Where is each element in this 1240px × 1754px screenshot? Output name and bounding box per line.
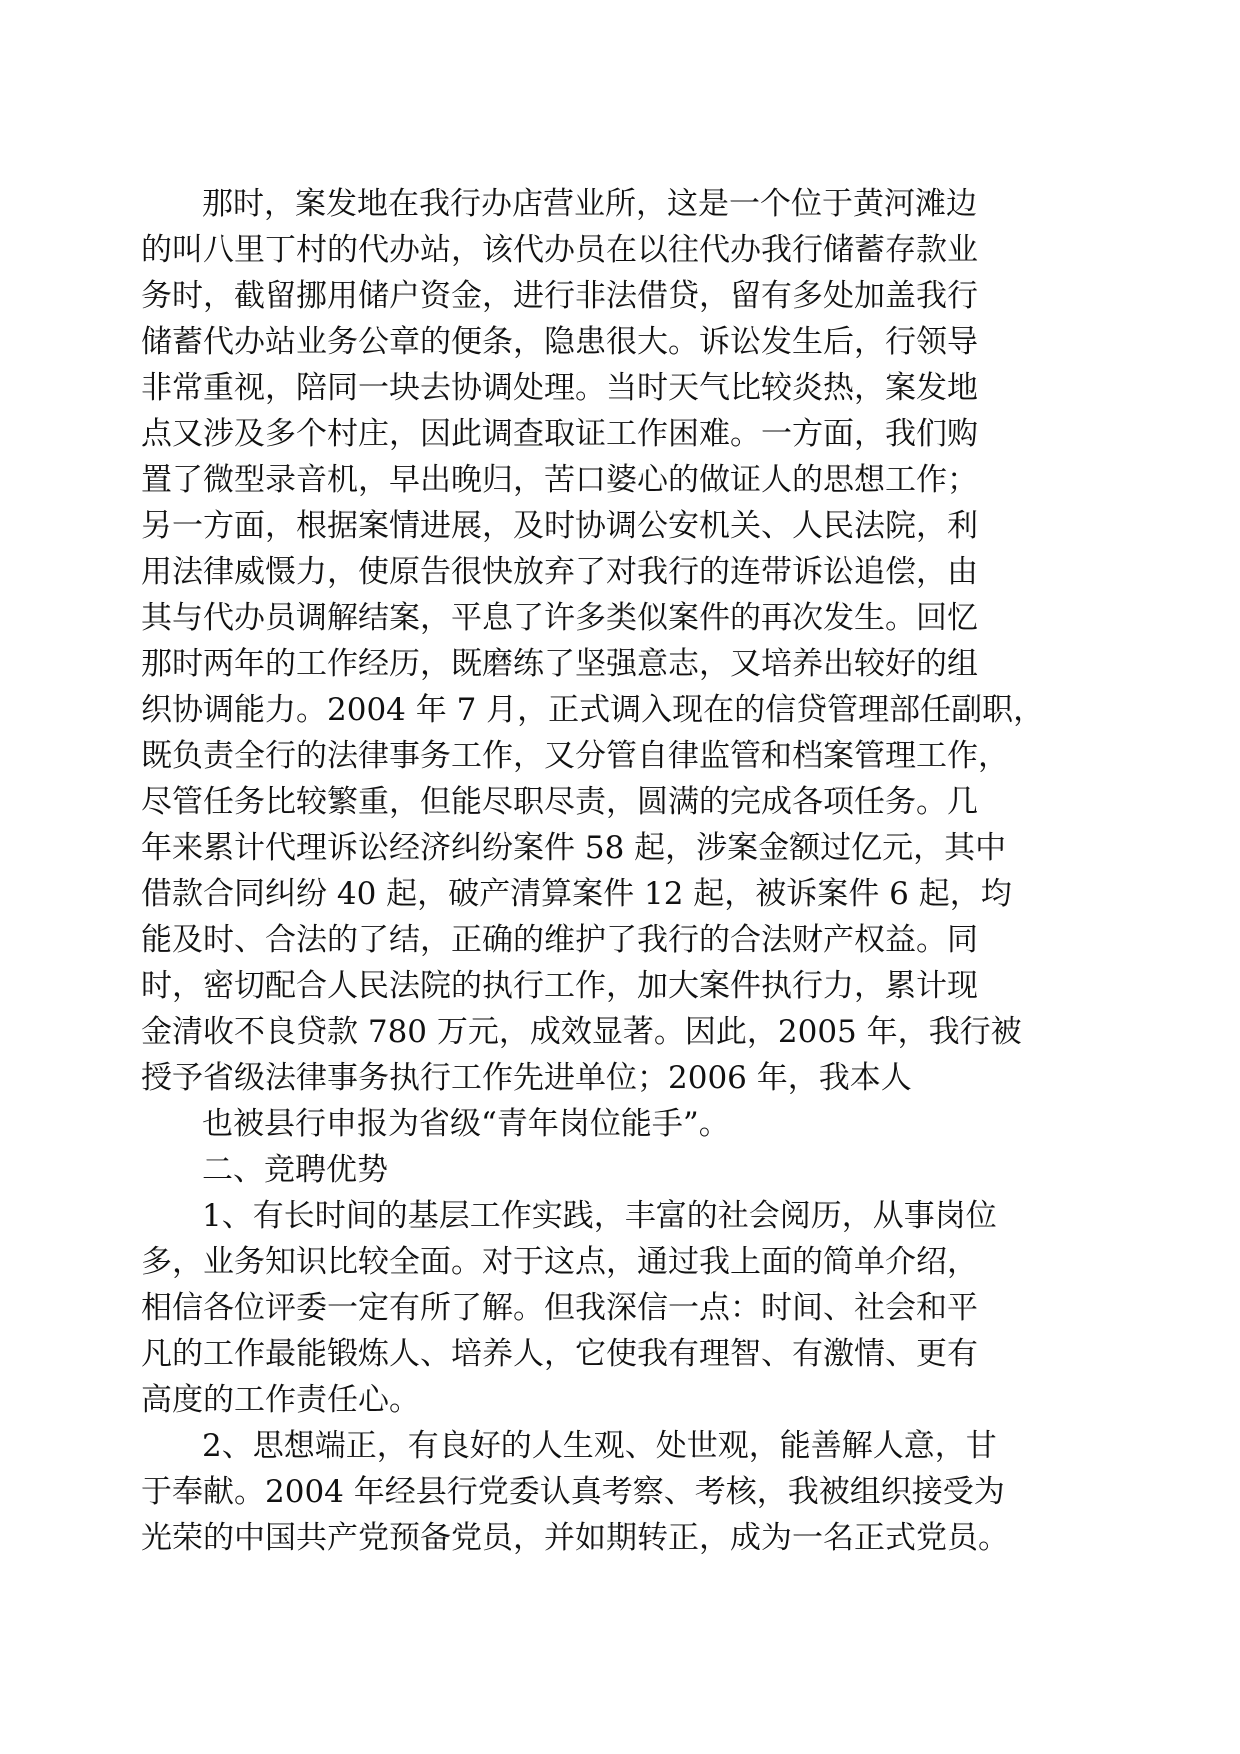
paragraph-line: 另一方面，根据案情进展，及时协调公安机关、人民法院，利	[141, 508, 978, 544]
paragraph-line: 借款合同纠纷 40 起，破产清算案件 12 起，被诉案件 6 起，均	[141, 876, 1012, 912]
paragraph-line: 其与代办员调解结案，平息了许多类似案件的再次发生。回忆	[141, 600, 978, 636]
section-heading: 二、竞聘优势	[202, 1152, 388, 1188]
paragraph-line: 相信各位评委一定有所了解。但我深信一点：时间、社会和平	[141, 1290, 978, 1326]
paragraph-line: 于奉献。2004 年经县行党委认真考察、考核，我被组织接受为	[141, 1474, 1005, 1510]
paragraph-line: 的叫八里丁村的代办站，该代办员在以往代办我行储蓄存款业	[141, 232, 978, 268]
paragraph-line: 织协调能力。2004 年 7 月，正式调入现在的信贷管理部任副职，	[141, 692, 1045, 728]
paragraph-line: 光荣的中国共产党预备党员，并如期转正，成为一名正式党员。	[141, 1520, 1009, 1556]
paragraph-line: 时，密切配合人民法院的执行工作，加大案件执行力，累计现	[141, 968, 978, 1004]
paragraph-line: 那时，案发地在我行办店营业所，这是一个位于黄河滩边	[202, 186, 977, 222]
paragraph-line: 金清收不良贷款 780 万元，成效显著。因此，2005 年，我行被	[141, 1014, 1022, 1050]
paragraph-line: 务时，截留挪用储户资金，进行非法借贷，留有多处加盖我行	[141, 278, 978, 314]
paragraph-line: 凡的工作最能锻炼人、培养人，它使我有理智、有激情、更有	[141, 1336, 978, 1372]
paragraph-line: 非常重视，陪同一块去协调处理。当时天气比较炎热，案发地	[141, 370, 978, 406]
paragraph-line: 储蓄代办站业务公章的便条，隐患很大。诉讼发生后，行领导	[141, 324, 978, 360]
paragraph-line: 置了微型录音机，早出晚归，苦口婆心的做证人的思想工作；	[141, 462, 978, 498]
paragraph-line: 多，业务知识比较全面。对于这点，通过我上面的简单介绍，	[141, 1244, 978, 1280]
paragraph-line: 1、有长时间的基层工作实践，丰富的社会阅历，从事岗位	[202, 1198, 997, 1234]
paragraph-line: 既负责全行的法律事务工作，又分管自律监管和档案管理工作，	[141, 738, 1009, 774]
paragraph-line: 用法律威慑力，使原告很快放弃了对我行的连带诉讼追偿，由	[141, 554, 978, 590]
paragraph-line: 尽管任务比较繁重，但能尽职尽责，圆满的完成各项任务。几	[141, 784, 978, 820]
paragraph-line: 点又涉及多个村庄，因此调查取证工作困难。一方面，我们购	[141, 416, 978, 452]
paragraph-line: 年来累计代理诉讼经济纠纷案件 58 起，涉案金额过亿元，其中	[141, 830, 1007, 866]
paragraph-line: 高度的工作责任心。	[141, 1382, 420, 1418]
paragraph-line: 也被县行申报为省级“青年岗位能手”。	[202, 1106, 730, 1142]
paragraph-line: 授予省级法律事务执行工作先进单位；2006 年，我本人	[141, 1060, 912, 1096]
paragraph-line: 2、思想端正，有良好的人生观、处世观，能善解人意，甘	[202, 1428, 997, 1464]
paragraph-line: 能及时、合法的了结，正确的维护了我行的合法财产权益。同	[141, 922, 978, 958]
paragraph-line: 那时两年的工作经历，既磨练了坚强意志，又培养出较好的组	[141, 646, 978, 682]
